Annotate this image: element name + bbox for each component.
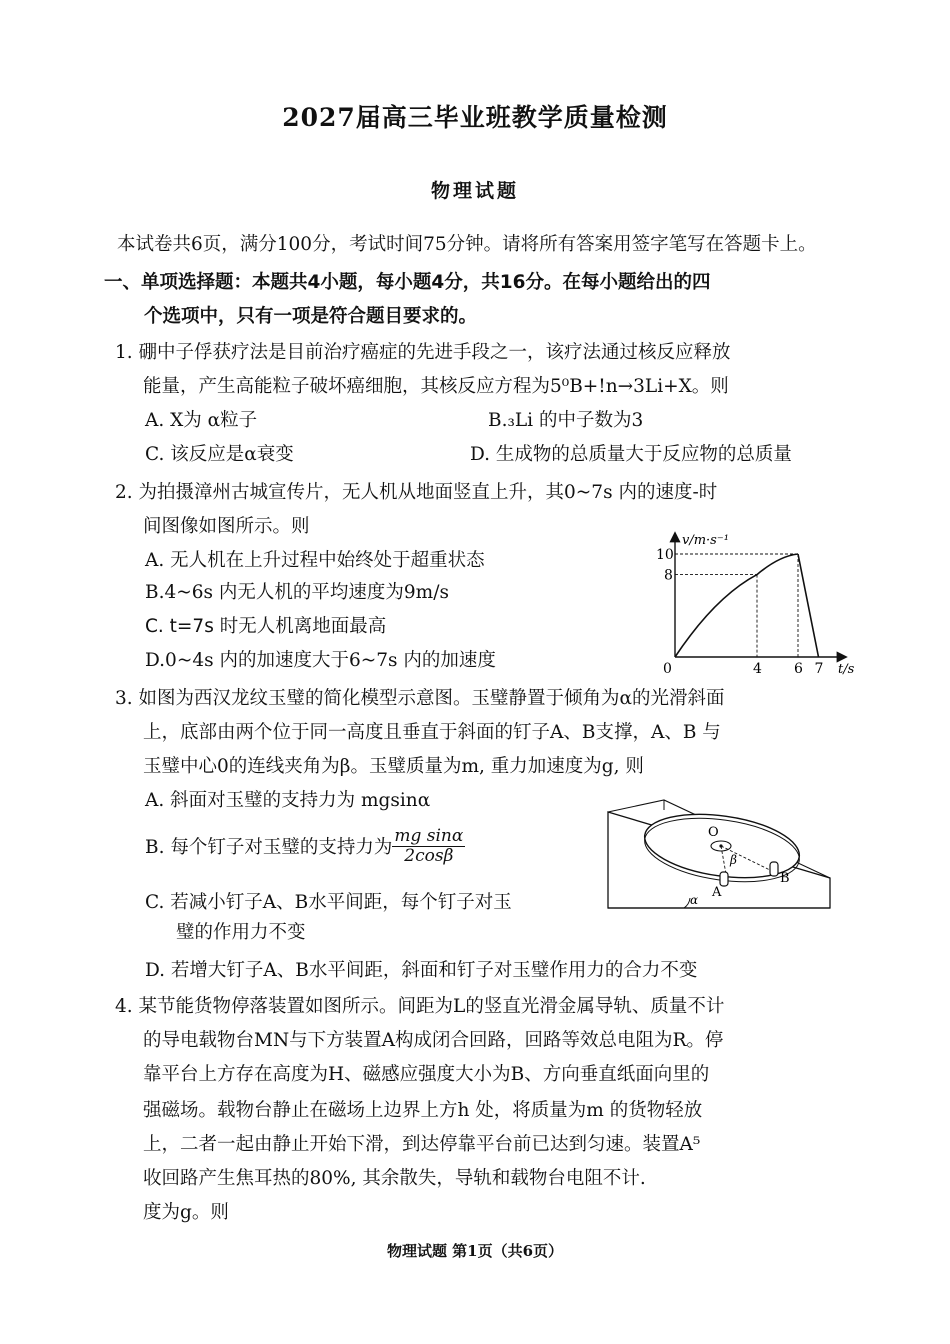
velocity-curve xyxy=(675,554,798,657)
q1-option-a: A. X为 α粒子 xyxy=(145,410,258,431)
q2-option-a: A. 无人机在上升过程中始终处于超重状态 xyxy=(145,550,485,571)
section1-line1: 一、单项选择题：本题共4小题，每小题4分，共16分。在每小题给出的四 xyxy=(104,272,711,293)
q2-option-c: C. t=7s 时无人机离地面最高 xyxy=(145,616,387,637)
q2-option-d: D.0~4s 内的加速度大于6~7s 内的加速度 xyxy=(145,650,496,671)
nail-b xyxy=(770,862,778,876)
q4-line6: 收回路产生焦耳热的80%, 其余散失，导轨和载物台电阻不计. xyxy=(143,1168,646,1189)
q1-line2: 能量，产生高能粒子破坏癌细胞，其核反应方程为5⁰B+!n→3Li+X。则 xyxy=(143,376,729,397)
q1-line1: 1. 硼中子俘获疗法是目前治疗癌症的先进手段之一，该疗法通过核反应释放 xyxy=(115,342,731,363)
x-tick-label-2: 7 xyxy=(814,661,824,677)
x-tick-label-0: 4 xyxy=(753,661,762,677)
q2-line2: 间图像如图所示。则 xyxy=(143,516,310,537)
q4-line1: 4. 某节能货物停落装置如图所示。间距为L的竖直光滑金属导轨、质量不计 xyxy=(115,996,725,1017)
q4-line3: 靠平台上方存在高度为H、磁感应强度大小为B、方向垂直纸面向里的 xyxy=(143,1064,710,1085)
deceleration-line xyxy=(798,554,819,657)
origin-label: 0 xyxy=(663,661,672,677)
q3-option-c-line1: C. 若减小钉子A、B水平间距，每个钉子对玉 xyxy=(145,892,512,913)
label-beta: β xyxy=(730,853,737,867)
q3-option-b-fraction xyxy=(392,827,465,865)
q4-line7: 度为g。则 xyxy=(143,1202,229,1223)
q4-line4: 强磁场。载物台静止在磁场上边界上方h 处，将质量为m 的货物轻放 xyxy=(143,1100,703,1121)
jade-disc-incline-figure xyxy=(604,790,836,912)
q3-option-a: A. 斜面对玉璧的支持力为 mgsinα xyxy=(145,790,431,811)
q2-line1: 2. 为拍摄漳州古城宣传片，无人机从地面竖直上升，其0~7s 内的速度-时 xyxy=(115,482,718,503)
q4-line2: 的导电载物台MN与下方装置A构成闭合回路，回路等效总电阻为R。停 xyxy=(143,1030,724,1051)
q3-option-b-text: B. 每个钉子对玉璧的支持力为 xyxy=(145,837,393,858)
q3-line2: 上，底部由两个位于同一高度且垂直于斜面的钉子A、B支撑，A、B 与 xyxy=(143,722,721,743)
q1-option-d: D. 生成物的总质量大于反应物的总质量 xyxy=(470,444,792,465)
page-footer: 物理试题 第1页（共6页） xyxy=(386,1242,564,1260)
q3-option-b xyxy=(145,818,465,874)
section1-line2: 个选项中，只有一项是符合题目要求的。 xyxy=(144,306,478,327)
label-alpha: α xyxy=(690,893,699,907)
label-o: O xyxy=(708,825,719,840)
fraction-denominator: 2cosβ xyxy=(404,845,454,866)
q4-line5: 上，二者一起由静止开始下滑，到达停靠平台前已达到匀速。装置A⁵ xyxy=(143,1134,701,1155)
q3-option-d: D. 若增大钉子A、B水平间距，斜面和钉子对玉璧作用力的合力不变 xyxy=(145,960,698,981)
intro-text: 本试卷共6页，满分100分，考试时间75分钟。请将所有答案用签字笔写在答题卡上。 xyxy=(117,234,817,255)
label-a: A xyxy=(712,885,722,900)
q3-line3: 玉璧中心0的连线夹角为β。玉璧质量为m, 重力加速度为g, 则 xyxy=(143,756,644,777)
y-tick-label-0: 8 xyxy=(664,567,673,584)
y-axis-label: v/m·s⁻¹ xyxy=(682,533,729,548)
q2-option-b: B.4~6s 内无人机的平均速度为9m/s xyxy=(145,582,449,603)
x-axis-label: t/s xyxy=(838,662,855,677)
q3-option-c-line2: 璧的作用力不变 xyxy=(176,922,306,943)
page-subtitle: 物理试题 xyxy=(430,180,519,202)
label-b: B xyxy=(780,871,790,886)
q1-option-b: B.₃Li 的中子数为3 xyxy=(488,410,644,431)
fraction-numerator: mg sinα xyxy=(394,825,464,846)
nail-a xyxy=(720,872,728,886)
q3-line1: 3. 如图为西汉龙纹玉璧的简化模型示意图。玉璧静置于倾角为α的光滑斜面 xyxy=(115,688,725,709)
q1-option-c: C. 该反应是α衰变 xyxy=(145,444,294,465)
velocity-time-chart xyxy=(640,522,870,680)
page-title: 2027届高三毕业班教学质量检测 xyxy=(282,103,668,132)
x-tick-label-1: 6 xyxy=(794,661,803,677)
y-tick-label-1: 10 xyxy=(656,547,674,563)
